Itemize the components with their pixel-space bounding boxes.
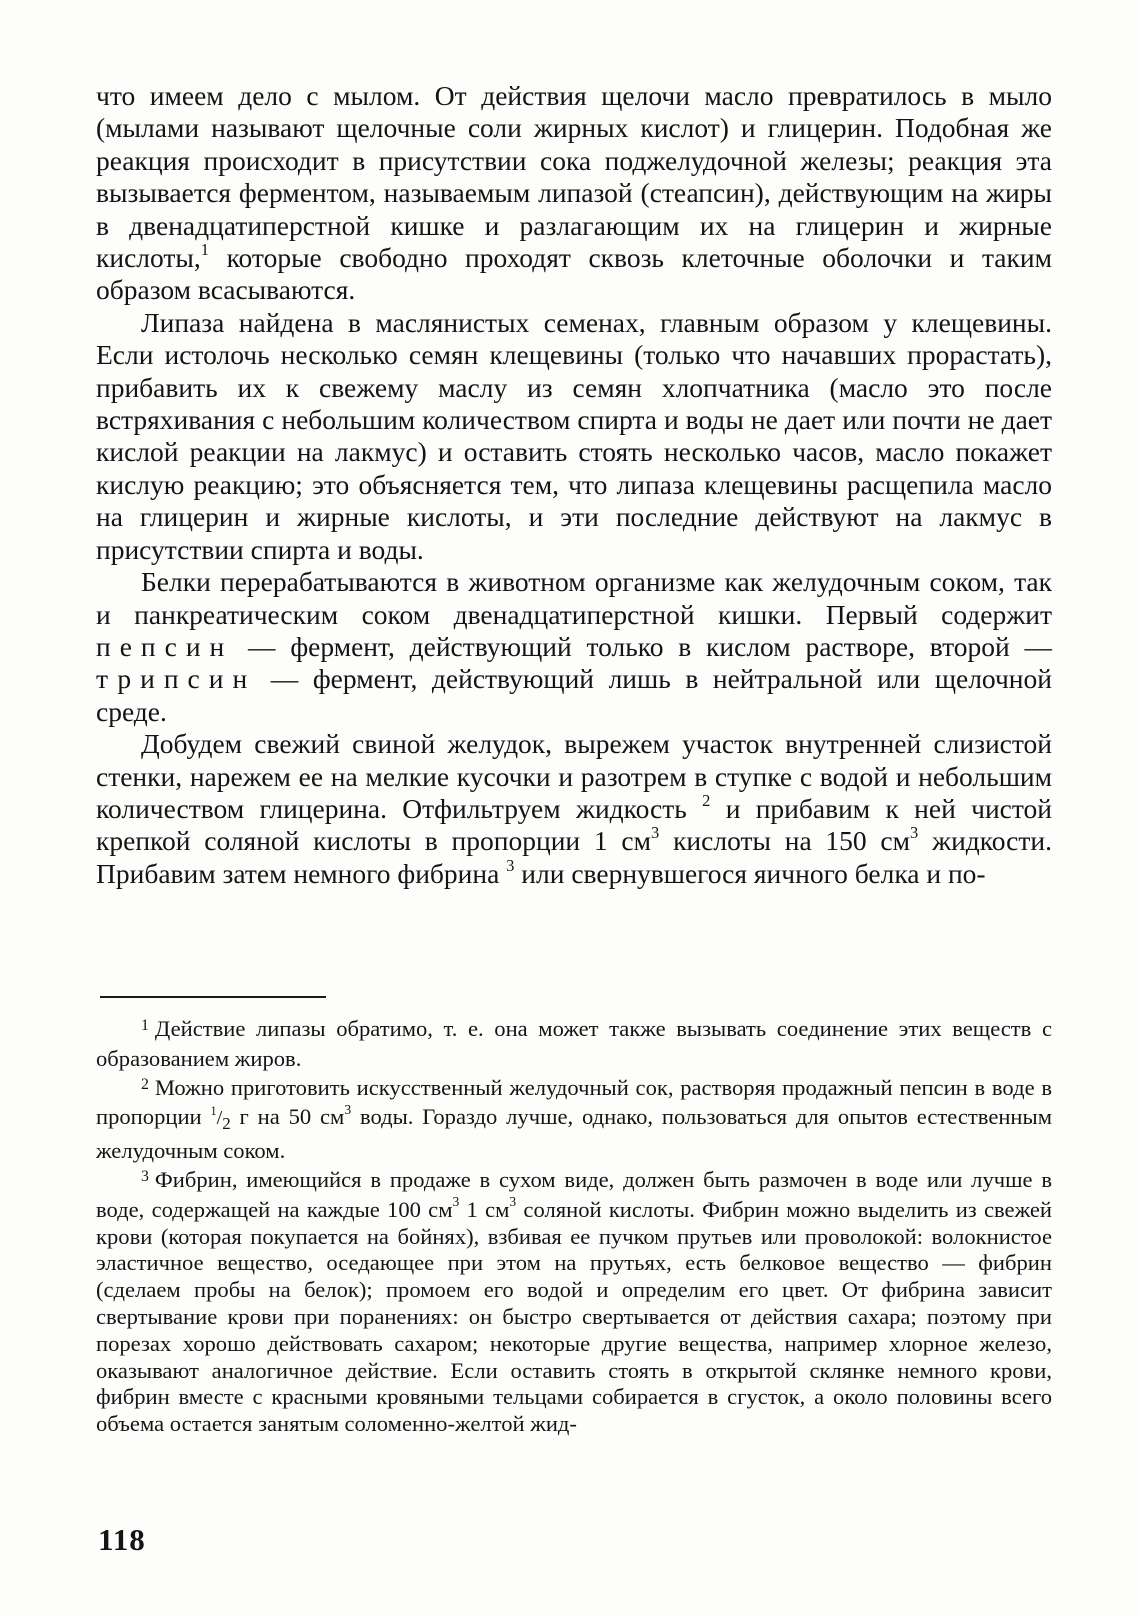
page-number: 118: [98, 1522, 146, 1557]
paragraph-1: что имеем дело с мылом. От действия щелочи масло превратилось в мыло (мылами называют щелочные соли жирных кислот) и глицерин. Подобная же реакция происходит в присутствии сока поджелудочной железы; реакция эта вызывается ферментом, называемым липазой (стеапсин), действующим на жиры в двенадцатиперстной кишке и разлагающим их на глицерин и жирные кислоты,$^1$ которые свободно проходят сквозь клеточные оболочки и таким образом всасываются.: [96, 80, 1052, 306]
footnote-divider: [100, 996, 326, 998]
footnote-ref-1: 1: [200, 239, 210, 259]
footnote-1: $^1$ Действие липазы обратимо, т. е. она может также вызывать соединение этих веществ с образованием жиров.: [96, 1016, 1052, 1071]
fraction-half: $^1/_2$: [210, 1103, 231, 1134]
paragraph-2: Липаза найдена в маслянистых семенах, главным образом у клещевины. Если истолочь несколько семян клещевины (только что начавших прорастать), прибавить их к свежему маслу из семян хлопчатника (масло это после встряхивания с небольшим количеством спирта и воды не дает или почти не дает кислой реакции на лакмус) и оставить стоять несколько часов, масло покажет кислую реакцию; это объясняется тем, что липаза клещевины расщепила масло на глицерин и жирные кислоты, и эти последние действуют на лакмус в присутствии спирта и воды.: [96, 306, 1052, 565]
footnote-ref-3: 3: [506, 855, 515, 875]
footnote-ref-2: 2: [702, 790, 711, 810]
paragraph-3: Белки перерабатываются в животном организме как желудочным соком, так и панкреатическим соком двенадцатиперстной кишки. Первый содержит пепсин — фермент, действующий только в кислом растворе, второй — трипсин — фермент, действующий лишь в нейтральной или щелочной среде.: [96, 566, 1052, 727]
footnotes: [96, 1016, 1052, 1440]
term-trypsin: трипсин: [96, 663, 257, 695]
paragraph-4: Добудем свежий свиной желудок, вырежем участок внутренней слизистой стенки, нарежем ее на мелкие кусочки и разотрем в ступке с водой и небольшим количеством глицерина. Отфильтруем жидкость $^2$ и прибавим к ней чистой крепкой соляной кислоты в пропорции 1 $см^3$ кислоты на 150 $см^3$ жидкости. Прибавим затем немного фибрина $^3$ или свернувшегося яичного белка и по-: [96, 728, 1052, 889]
term-pepsin: пепсин: [96, 630, 234, 662]
footnote-2: $^2$ Можно приготовить искусственный желудочный сок, растворяя продажный пепсин в воде в пропорции $^1/_2$ г на 50 $см^3$ воды. Гораздо лучше, однако, пользоваться для опытов естественным желудочным соком.: [96, 1074, 1053, 1164]
main-text: [96, 80, 1052, 890]
footnote-3: $^3$ Фибрин, имеющийся в продаже в сухом виде, должен быть размочен в воде или лучше в воде, содержащей на каждые 100 $см^3$ 1 $см^3$ соляной кислоты. Фибрин можно выделить из свежей крови (которая покупается на бойнях), взбивая ее пучком прутьев или проволокой: волокнистое эластичное вещество, оседающее при этом на прутьях, есть белковое вещество — фибрин (сделаем пробы на белок); промоем его водой и определим его цвет. От фибрина зависит свертывание крови при поранениях: он быстро свертывается от действия сахара; поэтому при порезах хорошо действовать сахаром; некоторые другие вещества, например хлорное железо, оказывают аналогичное действие. Если оставить стоять в открытой склянке немного крови, фибрин вместе с красными кровяными тельцами собирается в сгусток, а около половины всего объема остается занятым соломенно-желтой жид-: [96, 1167, 1052, 1437]
